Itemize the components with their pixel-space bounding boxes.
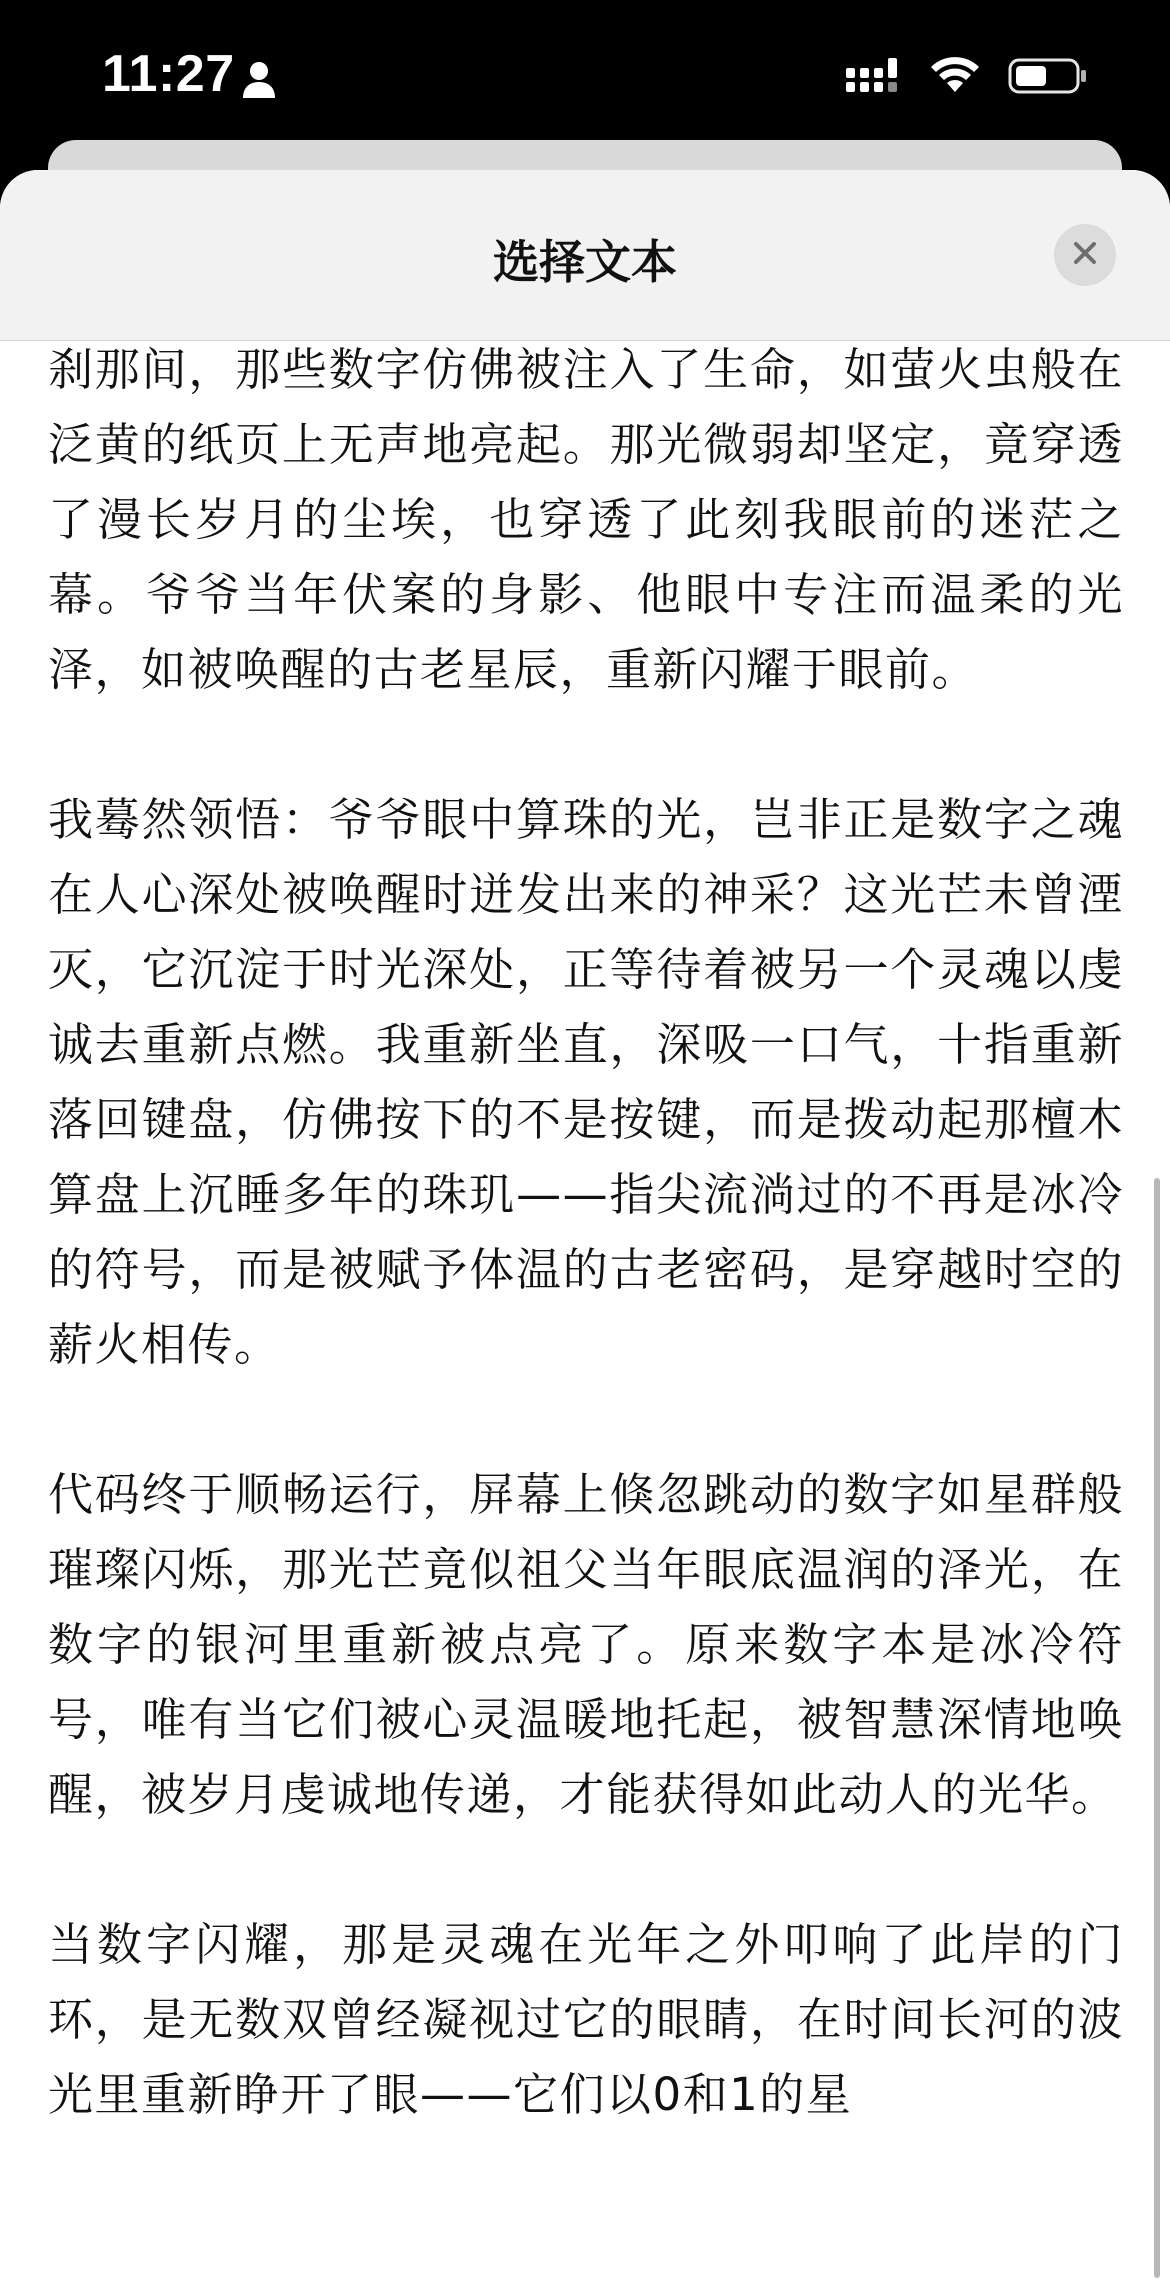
close-icon [1072, 240, 1098, 270]
status-time: 11:27 [102, 45, 235, 103]
paragraph[interactable]: 我蓦然领悟：爷爷眼中算珠的光，岂非正是数字之魂在人心深处被唤醒时迸发出来的神采？这光芒未曾湮灭，它沉淀于时光深处，正等待着被另一个灵魂以虔诚去重新点燃。我重新坐直，深吸一口气，十指重新落回键盘，仿佛按下的不是按键，而是拨动起那檀木算盘上沉睡多年的珠玑——指尖流淌过的不再是冰冷的符号，而是被赋予体温的古老密码，是穿越时空的薪火相传。 [48, 793, 1124, 1371]
person-icon [242, 60, 276, 100]
cellular-signal-icon [846, 56, 902, 100]
sheet-title: 选择文本 [493, 235, 677, 289]
status-indicators [846, 56, 1088, 100]
scrollbar[interactable] [1154, 1178, 1160, 2278]
paragraph[interactable]: 当数字闪耀，那是灵魂在光年之外叩响了此岸的门环，是无数双曾经凝视过它的眼睛，在时间长河的波光里重新睁开了眼——它们以0和1的星 [48, 1918, 1124, 2121]
select-text-sheet [0, 170, 1170, 2279]
sheet-header [0, 170, 1170, 341]
paragraph[interactable]: 代码终于顺畅运行，屏幕上倏忽跳动的数字如星群般璀璨闪烁，那光芒竟似祖父当年眼底温润的泽光，在数字的银河里重新被点亮了。原来数字本是冰冷符号，唯有当它们被心灵温暖地托起，被智慧深情地唤醒，被岁月虔诚地传递，才能获得如此动人的光华。 [48, 1468, 1124, 1821]
wifi-icon [930, 56, 980, 100]
selectable-text[interactable] [48, 332, 1124, 2207]
battery-icon [1008, 56, 1088, 100]
status-bar [0, 0, 1170, 150]
close-button[interactable] [1054, 224, 1116, 286]
paragraph[interactable]: 刹那间，那些数字仿佛被注入了生命，如萤火虫般在泛黄的纸页上无声地亮起。那光微弱却坚定，竟穿透了漫长岁月的尘埃，也穿透了此刻我眼前的迷茫之幕。爷爷当年伏案的身影、他眼中专注而温柔的光泽，如被唤醒的古老星辰，重新闪耀于眼前。 [48, 343, 1124, 696]
